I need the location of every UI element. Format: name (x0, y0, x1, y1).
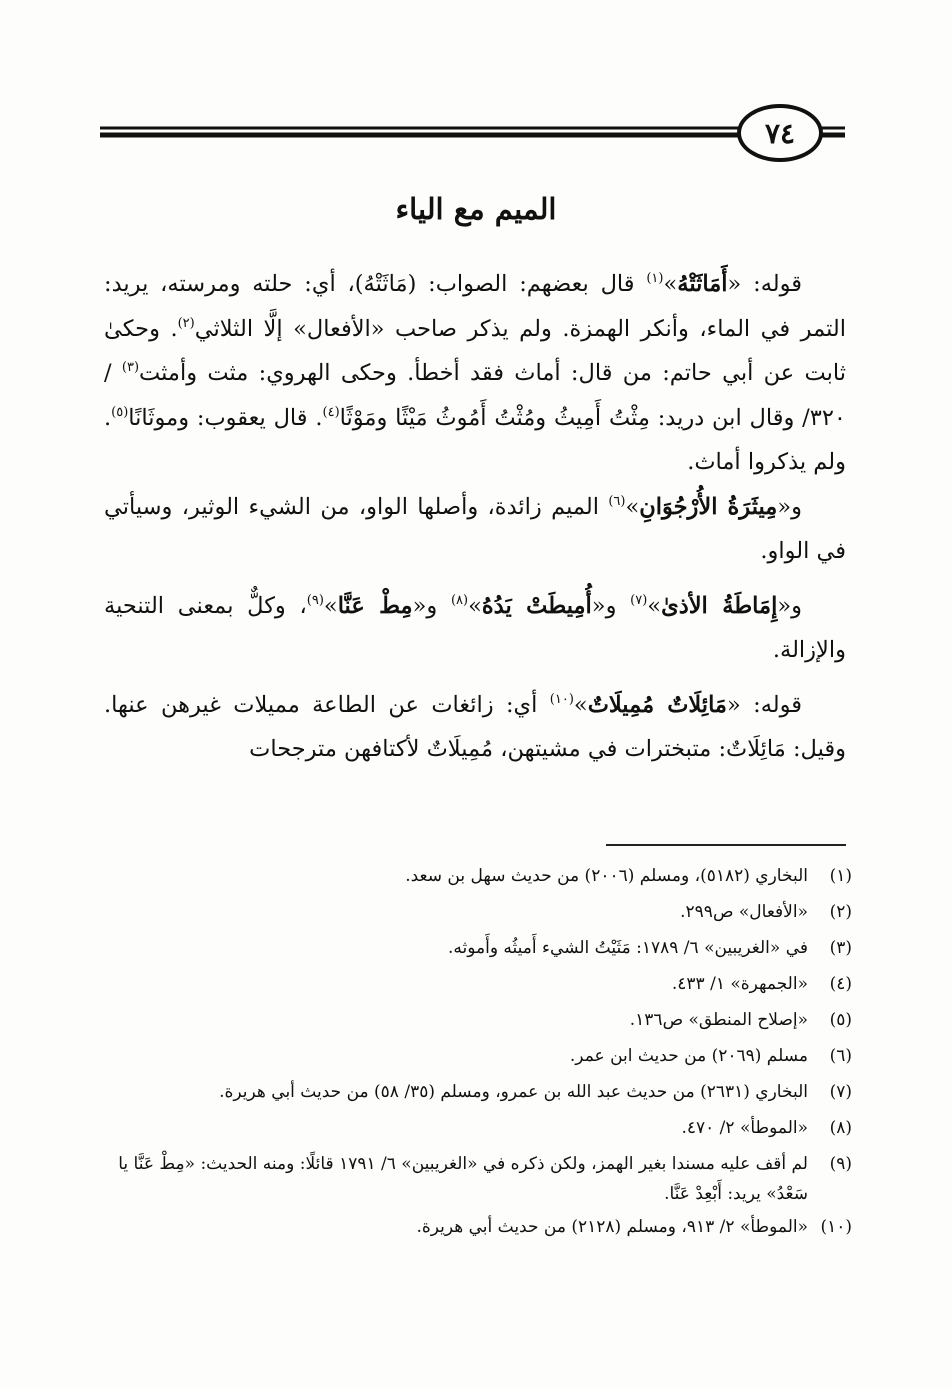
footnote-number: (١) (829, 866, 852, 886)
text-run: أي: زائغات عن الطاعة مميلات غيرهن عنها. وقيل: مَائِلَاتٌ: متبخترات في مشيتهن، مُمِيلَاتٌ لأكتافهن مترجحات (104, 691, 846, 762)
text-run: » (663, 271, 678, 297)
footnote (104, 1002, 852, 1038)
text-run: » (625, 493, 640, 520)
footnote-number: (٢) (829, 902, 852, 922)
footnote-text: مسلم (٢٠٦٩) من حديث ابن عمر. (569, 1046, 808, 1066)
footnote-text: «الجمهرة» ١/ ٤٣٣. (671, 974, 808, 994)
header-rule (100, 112, 845, 152)
text-run: » (647, 592, 662, 619)
text-run: » (468, 592, 482, 619)
footnote-number: (٥) (829, 1010, 852, 1030)
footnote-divider (606, 844, 846, 846)
footnote (104, 1038, 852, 1074)
keyword: أُمِيطَتْ يَدُهُ (481, 592, 592, 619)
text-run: و« (777, 592, 802, 619)
footnote-ref[interactable]: (٦) (608, 493, 626, 509)
footnote-number: (٣) (829, 938, 852, 958)
footnote-number: (٧) (829, 1082, 852, 1102)
footnote (104, 858, 852, 894)
footnote-text: لم أقف عليه مسندا بغير الهمز، ولكن ذكره في «الغريبين» ٦/ ١٧٩١ قائلًا: ومنه الحديث: «مِطْ عَنَّا يا سَعْدُ» يريد: أَبْعِدْ عَنَّا. (118, 1154, 808, 1204)
paragraph-1 (104, 262, 846, 485)
footnote-text: «الموطأ» ٢/ ٤٧٠. (681, 1118, 808, 1138)
main-text (104, 262, 846, 782)
footnotes (104, 858, 852, 1245)
footnote-text: «الموطأ» ٢/ ٩١٣، ومسلم (٢١٢٨) من حديث أبي هريرة. (416, 1217, 808, 1237)
text-run: » (323, 592, 338, 619)
footnote-ref[interactable]: (١) (646, 271, 664, 286)
text-run: . وحكىٰ ثابت عن أبي حاتم: من قال: أماث فقد أخطأ. وحكى الهروي: مثت وأمثت (104, 315, 846, 386)
footnote (104, 1074, 852, 1110)
text-run: قوله: « (726, 691, 802, 718)
footnote-text: في «الغريبين» ٦/ ١٧٨٩: مَثَيْتُ الشيء أَميثُه وأَموثه. (447, 938, 808, 958)
footnote-number: (٩) (829, 1154, 852, 1174)
text-run: الميم زائدة، وأصلها الواو، من الشيء الوثير، وسيأتي في الواو. (104, 493, 846, 564)
paragraph-2 (104, 485, 846, 574)
text-run: و« (591, 592, 631, 619)
footnote-text: «الأفعال» ص٢٩٩. (680, 902, 808, 922)
footnote-ref[interactable]: (٣) (121, 360, 140, 375)
footnote-number: (١٠) (820, 1217, 852, 1237)
text-run: /٣٢٠/ وقال ابن دريد: مِثْتُ أَمِيثُ ومُثْتُ أَمُوثُ مَيْثًا ومَوْثًا (104, 360, 846, 431)
paragraph-4 (104, 683, 846, 772)
footnote-ref[interactable]: (٤) (322, 404, 340, 420)
text-run: و« (777, 493, 802, 520)
footnote (104, 1110, 852, 1146)
footnote-text: «إصلاح المنطق» ص١٣٦. (629, 1010, 808, 1030)
text-run: قوله: « (727, 271, 802, 297)
footnote (104, 894, 852, 930)
keyword: إِمَاطَةُ الأذىٰ (661, 592, 778, 619)
footnote-number: (٦) (829, 1046, 852, 1066)
footnote-ref[interactable]: (١٠) (549, 691, 574, 707)
footnote (104, 1209, 852, 1245)
keyword: مَائِلَاتٌ مُمِيلَاتٌ (587, 691, 727, 718)
text-run: قال بعضهم: الصواب: (مَاثَتْهُ)، أي: حلته ومرسته، يريد: التمر في الماء، وأنكر الهمزة. ولم يذكر صاحب «الأفعال» إلَّا الثلاثي (104, 271, 846, 342)
keyword: مِيثَرَةُ الأُرْجُوَانِ (639, 493, 778, 520)
text-run: » (573, 691, 588, 718)
text-run: و« (412, 592, 451, 619)
footnote (104, 1146, 852, 1209)
paragraph-3 (104, 584, 846, 673)
footnote-ref[interactable]: (٢) (177, 315, 195, 331)
footnote (104, 966, 852, 1002)
footnote-text: البخاري (٥١٨٢)، ومسلم (٢٠٠٦) من حديث سهل بن سعد. (405, 866, 808, 886)
footnote-number: (٤) (829, 974, 852, 994)
page-number: ٧٤ (737, 104, 823, 162)
footnote-ref[interactable]: (٧) (630, 592, 648, 608)
footnote-text: البخاري (٢٦٣١) من حديث عبد الله بن عمرو، ومسلم (٣٥/ ٥٨) من حديث أبي هريرة. (219, 1082, 808, 1102)
section-title: الميم مع الياء (395, 192, 557, 226)
footnote (104, 930, 852, 966)
footnote-ref[interactable]: (٩) (306, 592, 324, 608)
footnote-number: (٨) (829, 1118, 852, 1138)
keyword: أَمَاثَتْهُ (677, 271, 728, 297)
footnote-ref[interactable]: (٥) (111, 404, 129, 420)
text-run: . ولم يذكروا أماث. (104, 404, 846, 475)
text-run: . قال يعقوب: وموثَانًا (128, 404, 323, 431)
text-run: ، وكلٌّ بمعنى التنحية والإزالة. (104, 592, 846, 663)
keyword: مِطْ عَنَّا (337, 592, 413, 619)
footnote-ref[interactable]: (٨) (450, 592, 469, 608)
